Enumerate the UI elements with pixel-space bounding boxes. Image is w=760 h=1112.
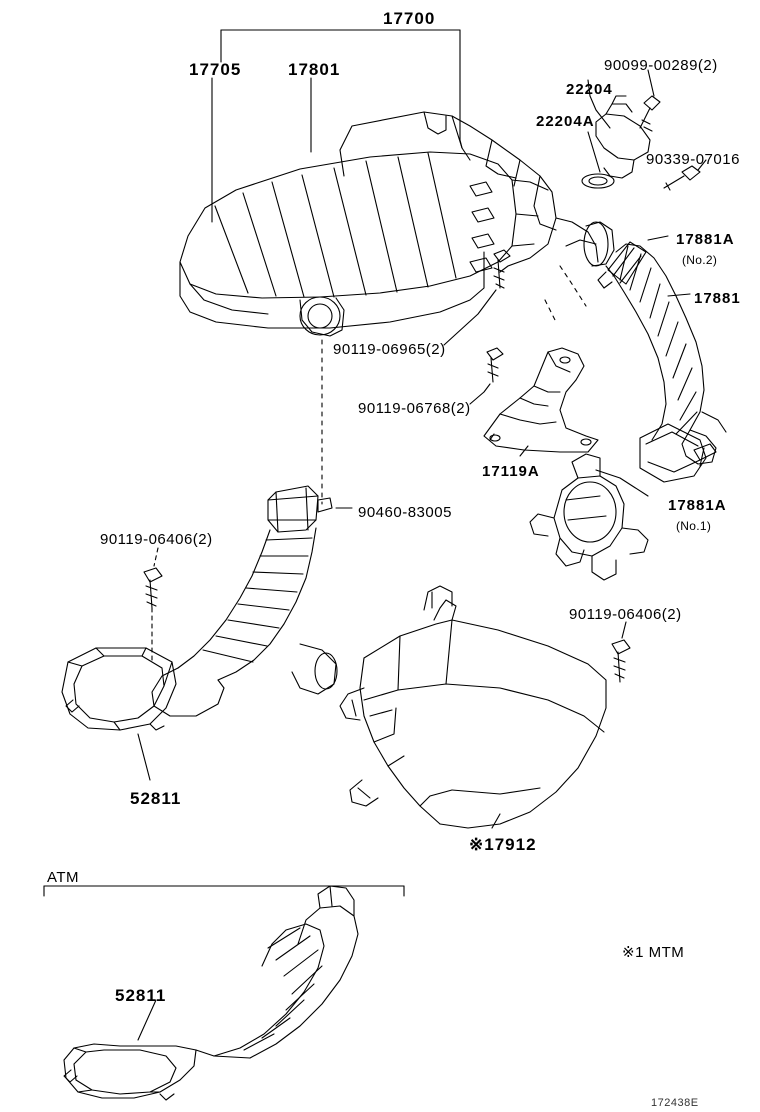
duct-52811-upper — [62, 648, 176, 730]
leader-17881a-no2 — [648, 236, 668, 240]
leader-90119-06965 — [444, 290, 496, 345]
leader-22204a — [588, 132, 600, 172]
label-17801[interactable]: 17801 — [288, 60, 341, 79]
label-no2: (No.2) — [682, 253, 718, 267]
maf-gasket — [582, 174, 614, 188]
resonator-17912 — [340, 586, 606, 828]
label-atm-section: ATM — [47, 869, 80, 886]
throttle-body — [530, 454, 648, 580]
duct-52811-lower — [64, 886, 358, 1100]
bolt-90119-06965 — [494, 250, 510, 288]
label-17881a-no2[interactable]: 17881A — [676, 231, 735, 248]
bolt-90119-06406-left — [144, 568, 162, 608]
label-90119-06965[interactable]: 90119-06965(2) — [333, 341, 446, 358]
label-17705[interactable]: 17705 — [189, 60, 242, 79]
label-90099-00289[interactable]: 90099-00289(2) — [604, 57, 718, 74]
bolt-90119-06768 — [487, 348, 503, 382]
bracket-17119a — [484, 348, 598, 452]
label-90119-06406-left[interactable]: 90119-06406(2) — [100, 531, 213, 548]
label-no1: (No.1) — [676, 519, 712, 533]
hose-clamp-no1 — [640, 424, 716, 482]
clamp-90460 — [268, 486, 332, 532]
leader-90119-06768 — [470, 384, 490, 404]
leader-52811-upper — [138, 734, 150, 780]
drain-plug — [664, 166, 700, 190]
intake-duct-upper — [152, 528, 337, 716]
label-22204[interactable]: 22204 — [566, 81, 613, 98]
leader-17881 — [668, 294, 690, 296]
label-17881a-no1[interactable]: 17881A — [668, 497, 727, 514]
label-90119-06768[interactable]: 90119-06768(2) — [358, 400, 471, 417]
leader-90119-06406-right — [622, 622, 626, 638]
bolt-90119-06406-right — [612, 640, 630, 682]
label-17912[interactable]: ※17912 — [469, 835, 537, 854]
label-90460-83005[interactable]: 90460-83005 — [358, 504, 452, 521]
air-flow-meter — [596, 96, 650, 178]
air-cleaner-hose-17881 — [598, 242, 726, 464]
leader-17119a — [520, 446, 528, 456]
label-mtm-footnote: ※1 MTM — [622, 944, 685, 961]
alignment-dashes — [322, 266, 586, 504]
maf-screws — [640, 96, 660, 131]
label-52811-lower[interactable]: 52811 — [115, 986, 167, 1005]
leader-17881a-no1 — [596, 470, 648, 496]
leader-17700 — [221, 30, 462, 148]
case-outlet-neck — [556, 218, 614, 266]
label-17881[interactable]: 17881 — [694, 290, 741, 307]
leader-90119-06406-left — [154, 548, 158, 566]
label-52811-upper[interactable]: 52811 — [130, 789, 182, 808]
label-90339-07016[interactable]: 90339-07016 — [646, 151, 740, 168]
leader-17912 — [492, 814, 500, 828]
label-17119a[interactable]: 17119A — [482, 463, 540, 480]
leader-52811-lower — [138, 1000, 156, 1040]
label-90119-06406-right[interactable]: 90119-06406(2) — [569, 606, 682, 623]
atm-section-bracket — [44, 886, 404, 896]
label-22204a[interactable]: 22204A — [536, 113, 595, 130]
air-cleaner-cap — [180, 152, 516, 328]
label-figure-code: 172438E — [651, 1097, 699, 1109]
air-cleaner-case — [300, 112, 556, 336]
label-17700[interactable]: 17700 — [383, 9, 436, 28]
